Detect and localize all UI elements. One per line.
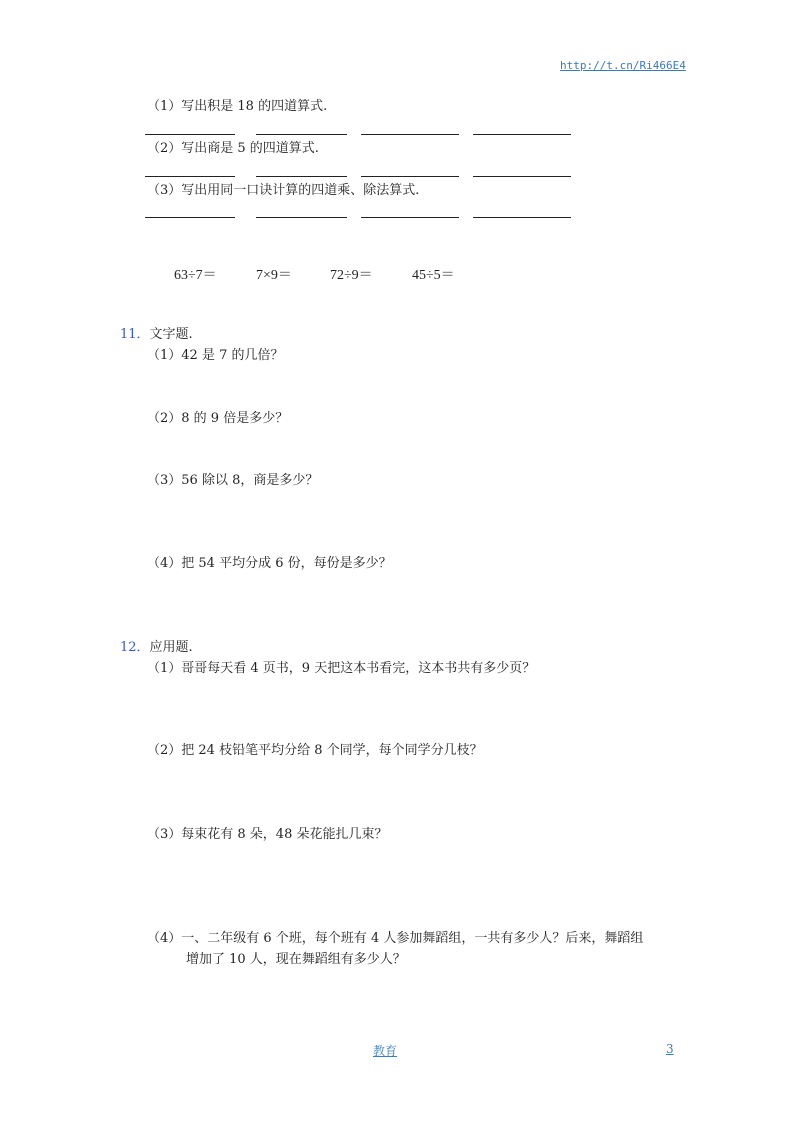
answer-blank bbox=[361, 217, 459, 218]
question-title: 文字题. bbox=[149, 327, 193, 342]
answer-blank bbox=[361, 134, 459, 135]
question-heading bbox=[120, 327, 193, 343]
item-text: （2）把 24 枝铅笔平均分给 8 个同学，每个同学分几枝？ bbox=[147, 743, 483, 758]
question-title: 应用题. bbox=[149, 640, 193, 655]
calc-expression: 45÷5＝ bbox=[412, 268, 455, 283]
item-text: （1）写出积是 18 的四道算式. bbox=[147, 99, 328, 114]
header-url-link[interactable]: http://t.cn/Ri466E4 bbox=[560, 59, 686, 72]
answer-blank bbox=[473, 176, 571, 177]
footer-link[interactable]: 教育 bbox=[373, 1044, 398, 1058]
item-text: （4）把 54 平均分成 6 份，每份是多少？ bbox=[147, 556, 392, 571]
item-text: （3）每束花有 8 朵，48 朵花能扎几束？ bbox=[147, 827, 388, 842]
item-text: （4）一、二年级有 6 个班，每个班有 4 人参加舞蹈组，一共有多少人？后来，舞蹈组 bbox=[147, 931, 644, 946]
item-text: （1）哥哥每天看 4 页书，9 天把这本书看完，这本书共有多少页？ bbox=[147, 661, 536, 676]
answer-blank bbox=[145, 134, 235, 135]
item-text: （3）56 除以 8，商是多少？ bbox=[147, 473, 319, 488]
question-heading bbox=[120, 640, 193, 656]
item-text: （2）写出商是 5 的四道算式. bbox=[147, 141, 319, 156]
question-number: 12． bbox=[120, 640, 150, 655]
question-number: 11． bbox=[120, 327, 150, 342]
answer-blank bbox=[473, 217, 571, 218]
page-number[interactable]: 3 bbox=[666, 1042, 674, 1056]
answer-blank bbox=[256, 134, 347, 135]
answer-blank bbox=[473, 134, 571, 135]
calc-expression: 7×9＝ bbox=[256, 268, 292, 283]
item-text: 增加了 10 人，现在舞蹈组有多少人？ bbox=[186, 952, 406, 967]
calc-expression: 72÷9＝ bbox=[330, 268, 373, 283]
item-text: （2）8 的 9 倍是多少？ bbox=[147, 411, 289, 426]
answer-blank bbox=[145, 176, 235, 177]
answer-blank bbox=[361, 176, 459, 177]
answer-blank bbox=[256, 217, 347, 218]
answer-blank bbox=[256, 176, 347, 177]
item-text: （3）写出用同一口诀计算的四道乘、除法算式. bbox=[147, 183, 420, 198]
answer-blank bbox=[145, 217, 235, 218]
item-text: （1）42 是 7 的几倍？ bbox=[147, 348, 284, 363]
calc-expression: 63÷7＝ bbox=[174, 268, 217, 283]
